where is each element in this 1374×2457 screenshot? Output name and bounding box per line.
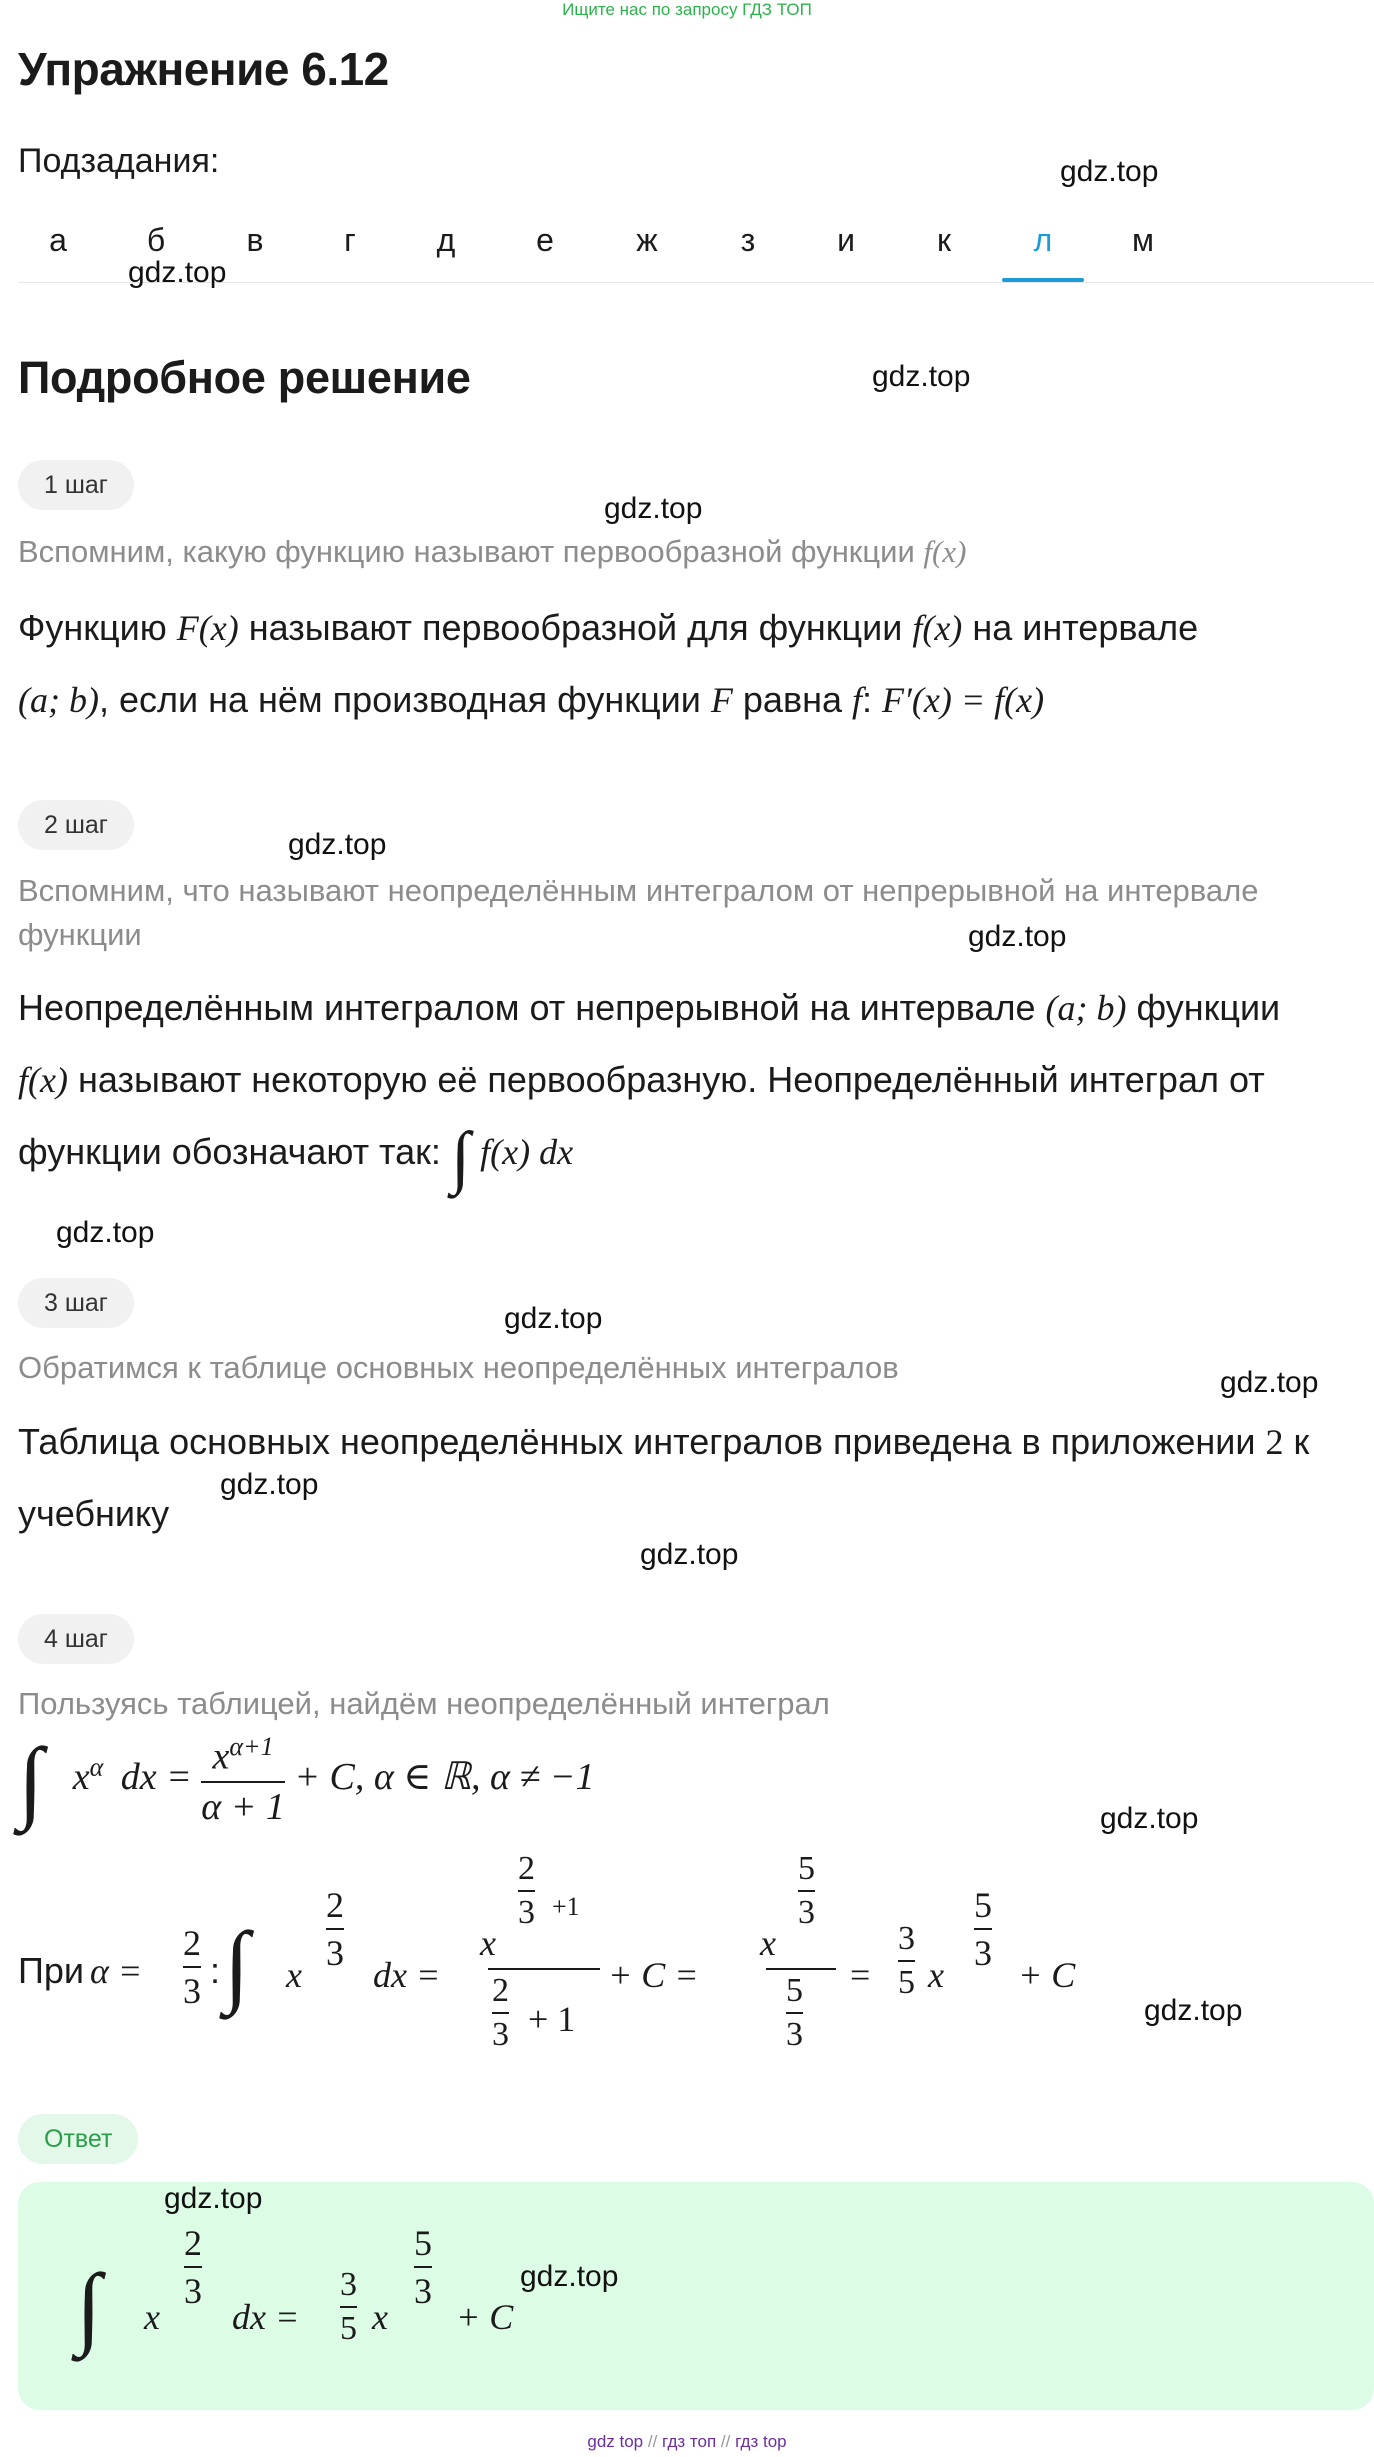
tab-b[interactable]: б [146, 222, 166, 258]
watermark: gdz.top [872, 360, 971, 393]
solution-title: Подробное решение [18, 352, 471, 403]
step-3-hint: Обратимся к таблице основных неопределённых интегралов [18, 1350, 899, 1385]
top-banner: Ищите нас по запросу ГДЗ ТОП [562, 0, 812, 19]
footer-link[interactable]: гдз top [735, 2432, 787, 2451]
footer-separator: // [720, 2432, 731, 2451]
footer-links [0, 2432, 1374, 2452]
step-2-badge: 2 шаг [18, 800, 134, 850]
answer-formula: ∫ x 2 3 dx = 3 5 x 5 3 + C [76, 2223, 514, 2357]
tab-l[interactable]: л [1033, 222, 1053, 258]
answer-box [18, 2182, 1374, 2410]
tab-m[interactable]: м [1132, 222, 1154, 258]
footer-link[interactable]: гдз топ [662, 2432, 717, 2451]
watermark: gdz.top [520, 2260, 619, 2293]
integral-sign: ∫ [450, 1119, 471, 1196]
watermark: gdz.top [1220, 1366, 1319, 1399]
tab-a[interactable]: а [49, 222, 67, 258]
watermark: gdz.top [1060, 155, 1159, 188]
step-1-text: Функцию F(x) называют первообразной для функции f(x) на интервале (a; b), если на нём производная функции F равна f: F′(x) = f(x) [18, 607, 1199, 720]
tab-d[interactable]: д [436, 222, 456, 258]
formula-general: ∫ $x^\alpha$ dx = $\frac{x^{\alpha+1}}{\alpha + 1}$ + C, α ∈ ℝ, α ≠ −1 [18, 1729, 595, 1832]
page-title: Упражнение 6.12 [18, 43, 389, 95]
answer-badge: Ответ [18, 2114, 138, 2164]
step-3-text: Таблица основных неопределённых интегралов приведена в приложении 2 к учебнику [18, 1421, 1310, 1534]
step-4-hint: Пользуясь таблицей, найдём неопределённый интеграл [18, 1686, 830, 1721]
tab-zh[interactable]: ж [636, 222, 658, 258]
step-1-badge: 1 шаг [18, 460, 134, 510]
tab-z[interactable]: з [740, 222, 756, 258]
watermark: gdz.top [1100, 1802, 1199, 1835]
watermark: gdz.top [128, 256, 227, 289]
tab-e[interactable]: е [536, 222, 554, 258]
subtasks-label: Подзадания: [18, 142, 220, 180]
tab-i[interactable]: и [837, 222, 855, 258]
footer-separator: // [647, 2432, 658, 2451]
watermark: gdz.top [164, 2182, 263, 2215]
tab-v[interactable]: в [246, 222, 264, 258]
watermark: gdz.top [220, 1468, 319, 1501]
watermark: gdz.top [1144, 1994, 1243, 2027]
tab-k[interactable]: к [937, 222, 951, 258]
tab-g[interactable]: г [344, 222, 356, 258]
watermark: gdz.top [640, 1538, 739, 1571]
step-2-text: Неопределённым интегралом от непрерывной на интервале (a; b) функции f(x) называют некоторую её первообразную. Неопределённый интеграл от функции обозначают так: ∫ f(x) dx [18, 987, 1281, 1196]
watermark: gdz.top [288, 828, 387, 861]
watermark: gdz.top [968, 920, 1067, 953]
footer-link[interactable]: gdz top [587, 2432, 644, 2451]
step-2-hint: Вспомним, что называют неопределённым интегралом от непрерывной на интервале функции [18, 873, 1259, 952]
watermark: gdz.top [604, 492, 703, 525]
watermark: gdz.top [56, 1216, 155, 1249]
step-3-badge: 3 шаг [18, 1278, 134, 1328]
step-1-hint: Вспомним, какую функцию называют первообразной функции f(x) [18, 534, 967, 569]
step-4-badge: 4 шаг [18, 1614, 134, 1664]
watermark: gdz.top [504, 1302, 603, 1335]
